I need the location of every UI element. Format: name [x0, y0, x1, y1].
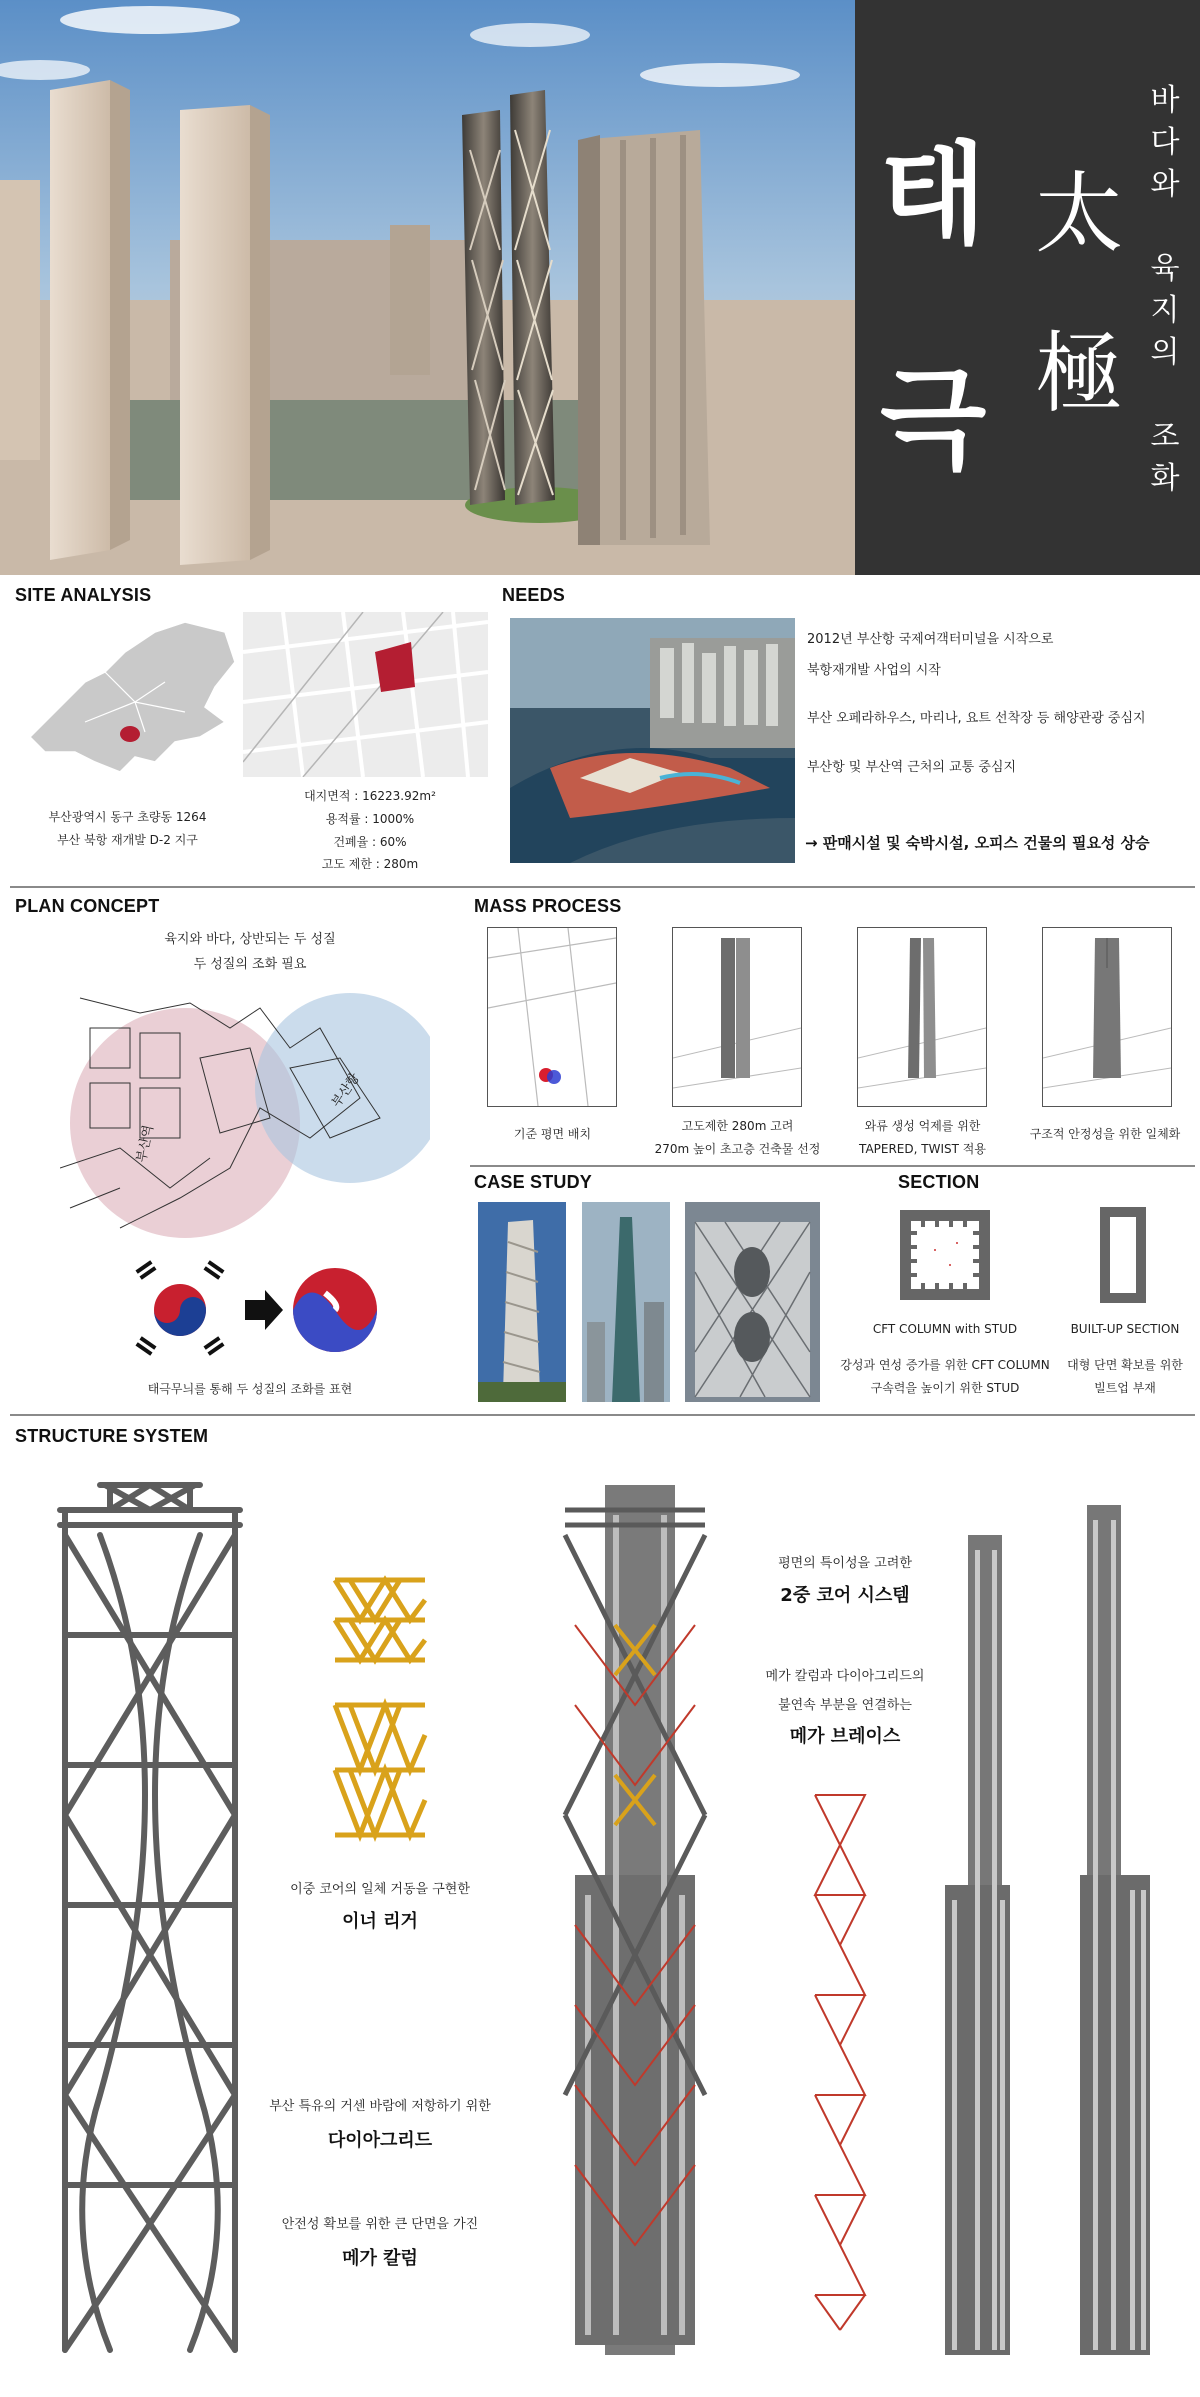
hanja-char-2: 極 [1035, 322, 1124, 425]
mass-step-2-caption: 고도제한 280m 고려 270m 높이 초고층 건축물 선정 [654, 1119, 821, 1156]
inner-rigger-top [330, 1570, 430, 1670]
section-heading: SECTION [898, 1172, 980, 1192]
built-up-section [1098, 1205, 1148, 1305]
case-study-photo-3 [685, 1202, 820, 1402]
hanja-char-1: 太 [1035, 162, 1124, 265]
label-station: 부산역 [134, 1123, 157, 1164]
plan-concept-intro: 육지와 바다, 상반되는 두 성질 두 성질의 조화 필요 [164, 932, 336, 972]
title-char-1: 태 [880, 131, 987, 259]
needs-conclusion: → 판매시설 및 숙박시설, 오피스 건물의 필요성 상승 [805, 834, 1150, 852]
mass-step-3-image [857, 927, 987, 1107]
mega-brace-drawing [810, 1790, 870, 2335]
combined-structure-drawing [555, 1475, 715, 2360]
built-up-desc: 대형 단면 확보를 위한 빌트업 부재 [1067, 1358, 1183, 1395]
site-map [243, 612, 488, 777]
site-bcr: 건폐율 : 60% [333, 834, 407, 849]
mass-step-4-caption: 구조적 안정성을 위한 일체화 [1029, 1127, 1181, 1141]
divider-2 [10, 1414, 1195, 1416]
site-height: 고도 제한 : 280m [321, 857, 419, 872]
site-area: 대지면적 : 16223.92m² [304, 789, 436, 803]
built-up-label: BUILT-UP SECTION [1070, 1322, 1180, 1336]
plan-concept-heading: PLAN CONCEPT [15, 896, 160, 916]
case-study-photo-2 [582, 1202, 670, 1402]
needs-photo [510, 618, 795, 863]
mass-step-1-image [487, 927, 617, 1107]
title-char-2: 극 [880, 356, 987, 484]
diagrid-label: 부산 특유의 거센 바람에 저항하기 위한 다이아그리드 [269, 2099, 491, 2151]
cft-column-section [895, 1205, 995, 1305]
rigger-label: 이중 코어의 일체 거동을 구현한 이너 리거 [290, 1882, 470, 1932]
hero-rendering-art [0, 0, 855, 575]
cft-column-label: CFT COLUMN with STUD [872, 1322, 1018, 1336]
case-study-heading: CASE STUDY [474, 1172, 593, 1192]
site-analysis-heading: SITE ANALYSIS [15, 585, 152, 605]
structure-system-heading: STRUCTURE SYSTEM [15, 1426, 209, 1446]
flag-to-taegeuk-diagram [125, 1255, 385, 1365]
mass-step-3-caption: 와류 생성 억제를 위한 TAPERED, TWIST 적용 [859, 1119, 986, 1156]
cft-column-desc: 강성과 연성 증가를 위한 CFT COLUMN 구속력을 높이기 위한 STUD [840, 1358, 1050, 1395]
site-stats [270, 785, 470, 876]
case-study-photo-1 [478, 1202, 566, 1402]
inner-rigger-bottom [330, 1695, 430, 1845]
dual-core-drawing-2 [1075, 1500, 1155, 2360]
korean-flag-icon [135, 1260, 224, 1356]
column-label: 안전성 확보를 위한 큰 단면을 가진 메가 칼럼 [281, 2217, 479, 2269]
dual-core-drawing-1 [940, 1530, 1015, 2360]
label-port: 부산항 [328, 1070, 363, 1111]
needs-text: 2012년 부산항 국제여객터미널을 시작으로 북항재개발 사업의 시작 부산 오페라하우스, 마리나, 요트 선착장 등 해양관광 중심지 부산항 및 부산역 근처의 교통 중심지 [807, 632, 1146, 776]
core-label: 평면의 특이성을 고려한 2중 코어 시스템 [778, 1556, 912, 1606]
taegeuk-icon [293, 1268, 377, 1352]
subtitle-vertical: 바 다 와 육 지 의 조 화 [1150, 83, 1180, 496]
title-panel [855, 0, 1200, 575]
concept-diagram [60, 988, 430, 1238]
divider-mass [470, 1165, 1195, 1167]
arrow-right-icon [245, 1290, 283, 1330]
mass-process-heading: MASS PROCESS [474, 896, 622, 916]
hero-rendering [0, 0, 855, 575]
site-address: 부산광역시 동구 초량동 1264 부산 북항 재개발 D-2 지구 [48, 810, 207, 847]
brace-label: 메가 칼럼과 다이아그리드의 불연속 부분을 연결하는 메가 브레이스 [765, 1669, 925, 1748]
mass-step-1-caption: 기준 평면 배치 [513, 1127, 592, 1141]
mass-step-2-image [672, 927, 802, 1107]
site-far: 용적률 : 1000% [325, 811, 415, 826]
divider-1 [10, 886, 1195, 888]
mass-step-4-image [1042, 927, 1172, 1107]
busan-map [25, 612, 240, 777]
needs-heading: NEEDS [502, 585, 566, 605]
plan-concept-caption: 태극무늬를 통해 두 성질의 조화를 표현 [147, 1382, 353, 1396]
